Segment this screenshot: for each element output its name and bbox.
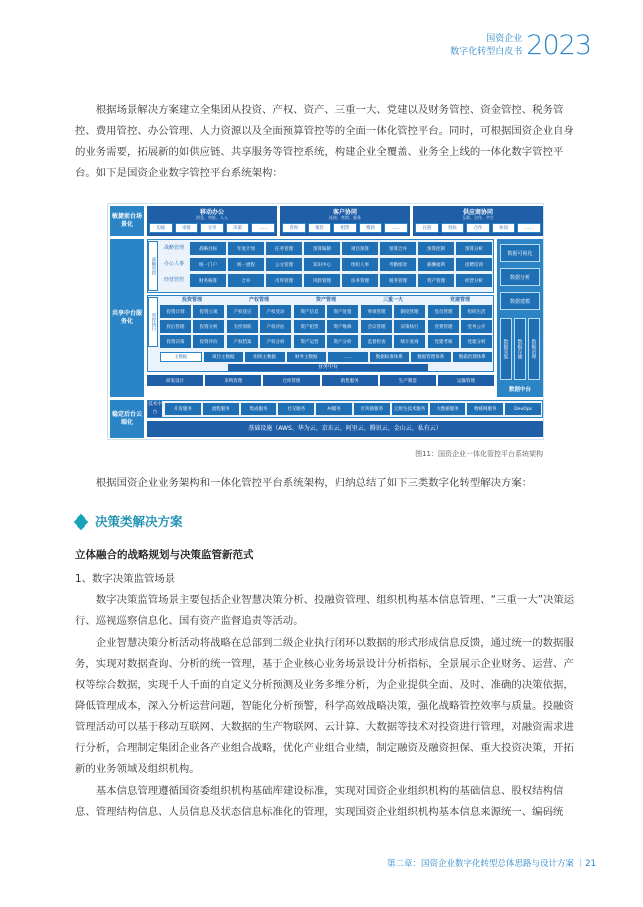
tech-item: AI服务 [316,403,352,415]
header-line2: 数字化转型白皮书 [450,46,523,57]
control-group-grid [294,305,358,350]
business-item: 销售服务 [322,375,378,386]
business-item: 研发设计 [147,375,203,386]
architecture-diagram [107,203,544,440]
strategy-item: 统一门户 [190,258,226,271]
intro-paragraph: 根据场景解决方案建立全集团从投资、产权、资产、三重一大、党建以及财务管控、资金管控、税务管控、费用管控、办公管理、人力资源以及全面预算管控等的全面一体化管控平台。同时，可根据国资企业自身的业务需要，拓展新的如供应链、共享服务等管控系统，构建企业全覆盖、业务全上线的一体化数字管控平台。如下是国资企业数字管控平台系统架构： [75,104,574,179]
strategy-item: 预算分析 [456,242,492,255]
front-group-item: 合作 [466,223,490,233]
front-group-items [282,223,408,233]
side-label-front: 敏捷前台场景化 [110,206,144,236]
front-group-item: …… [517,223,541,233]
master-data-item: 数据标准体系 [370,352,410,362]
master-data-item: 组织主数据 [245,352,285,362]
strategy-item: 预算合并 [380,242,416,255]
control-group-grid [361,305,425,350]
front-group-item: 咨询 [282,223,306,233]
front-group-item: …… [384,223,408,233]
front-group-title: 移动办公 [199,209,224,216]
scenario-paragraph: 数字决策监管场景主要包括企业智慧决策分析、投融资管理、组织机构基本信息管理、“三重一大”决策运行、巡视巡察信息化、国有资产监督追责等活动。 [75,594,575,627]
front-group-item: 决策 [226,223,250,233]
front-group-item: 推荐 [308,223,332,233]
header-title [450,33,522,59]
data-middle-label: 数据中台 [508,387,531,393]
front-group-item: 投标 [441,223,465,233]
strategy-item: 项目预算 [342,242,378,255]
data-middle-item: 数据分析 [500,268,540,286]
subheading: 立体融合的战略规划与决策监管新范式 [75,549,254,561]
business-item: 运输管理 [438,375,494,386]
business-item: 生产制造 [380,375,436,386]
tech-item: 大数据服务 [430,403,466,415]
control-group-title: 资产管理 [315,297,336,303]
strategy-row-name: 战略管理 [163,245,184,251]
control-label: 管控执行 [148,297,158,347]
master-data-item: 数据治理体系 [453,352,493,362]
section-heading [75,512,183,530]
strategy-row-name: 办公人事 [163,261,184,267]
tech-item: 社交服务 [278,403,314,415]
strategy-row-items [190,242,492,255]
strategy-item: 招聘培训 [456,258,492,271]
control-item: 制度管理 [394,305,425,318]
business-item: 采购管理 [205,375,261,386]
tech-item: 云原生技术服务 [392,403,428,415]
control-item: 党建考核 [428,335,459,348]
basic-info-paragraph: 基本信息管理遵循国资委组织机构基础库建设标准，实现对国资企业组织机构的基础信息、股权结构信息、管理结构信息、人员信息及状态信息标准化的管理，实现国资企业组织机构基本信息来源统一、编码统 [75,785,564,818]
strategy-item: 知识中心 [304,258,340,271]
front-group-subtitle: 连接、营销、服务 [329,215,361,220]
strategy-label: 战略管控 [148,241,158,291]
control-group-grid [227,305,291,350]
section-title: 决策类解决方案 [95,514,183,529]
control-item: 资产租赁 [294,320,325,333]
tech-item: 物联网服务 [467,403,503,415]
tech-item: DevOps [505,403,541,415]
strategy-item: 考勤绩效 [380,258,416,271]
diamond-cluster-icon [75,515,87,527]
strategy-item: 预算编制 [304,242,340,255]
business-row [147,375,494,386]
front-group-item: 缴款 [359,223,383,233]
figure-caption: 图11：国资企业一体化管控平台系统架构 [415,450,543,458]
strategy-item: 战略目标 [190,242,226,255]
control-item: 投资立项 [193,305,224,318]
strategy-row-items [190,274,492,287]
header-year: 2023 [526,30,591,61]
front-group-item: 协同 [492,223,516,233]
control-item: 无偿划转 [227,320,258,333]
control-group-title: 党建管理 [449,297,470,303]
strategy-item: 风险管理 [304,274,340,287]
master-data-item: 项目主数据 [204,352,244,362]
data-middle-vertical-item: 数据采集 [500,318,512,380]
control-group-title: 产权管理 [248,297,269,303]
control-item: 决策执行 [394,320,425,333]
strategy-item: 薪酬福利 [418,258,454,271]
front-group-items [149,223,275,233]
control-item: 资产维修 [327,320,358,333]
front-group-item: 租赁 [333,223,357,233]
master-data-row [160,352,492,362]
control-item: 组织生活 [461,305,492,318]
control-item: 产权档案 [227,335,258,348]
control-item: 投资计划 [160,305,191,318]
front-group-item: 沟通 [149,223,173,233]
strategy-item: 组织人事 [342,258,378,271]
decision-analysis-paragraph: 企业智慧决策分析活动将战略在总部到二级企业执行闭环以数据的形式形成信息反馈，通过统一的数据服务，实现对数据查询、分析的统一管理，基于企业核心业务场景设计分析指标，全景展示企业财务、运营、产权等综合数据，实现千人千面的自定义分析预测及业务多维分析，为企业提供全面、及时、准确的决策依据，降低管理成本，深入分析运营问题，智能化分析预警，科学高效战略决策，强化战略管控效率与质量。投融资管理活动可以基于移动互联网、大数据的生产物联网、云计算、大数据等技术对投资进行管理，对融资需求进行分析，合理制定集团企业各产业组合战略，优化产业组合业绩，制定融资及融资担保、重大投资决策，开拓新的业务领域及组织机构。 [75,637,574,775]
control-item: 事项管理 [361,305,392,318]
strategy-item: 统一流程 [228,258,264,271]
infrastructure-bar: 基础设施（AWS、华为云、京东云、阿里云、腾讯云、金山云、私有云） [147,421,543,437]
control-group-title: 三重一大 [382,297,403,303]
side-label-cloud: 稳定后台云端化 [110,400,144,438]
control-item: 产权登记 [227,305,258,318]
control-item: 资产分析 [327,335,358,348]
front-group-item: …… [251,223,275,233]
control-item: 投资分析 [193,320,224,333]
data-middle-item: 数据建模 [500,292,540,310]
control-item: 投资评价 [193,335,224,348]
tech-row [165,403,541,415]
strategy-row-name: 经营管控 [163,277,184,283]
control-item: 产权评估 [260,320,291,333]
business-middle-label: 业务中台 [228,364,428,371]
control-group-grid [428,305,492,350]
front-group-title: 供应商协同 [462,209,493,216]
control-item: 产权分析 [260,335,291,348]
data-middle-vertical-item: 数据存储 [514,318,526,380]
tech-item: 流程服务 [203,403,239,415]
front-group-title: 客户协同 [332,209,357,216]
control-item: 会议管理 [361,320,392,333]
control-item: 党务公开 [461,320,492,333]
front-group-item: 审批 [175,223,199,233]
side-label-shared: 共享中台服务化 [110,239,144,397]
page-footer: 第二章：国资企业数字化转型总体思路与设计方案 ｜21 [386,859,596,869]
front-group-items [415,223,541,233]
strategy-item: 公文管理 [266,258,302,271]
strategy-item: 法务管理 [342,274,378,287]
front-group-subtitle: 消息、审批、人人 [196,215,228,220]
summary-paragraph: 根据国资企业业务架构和一体化管控平台系统架构，归纳总结了如下三类数字化转型解决方案： [95,477,533,489]
strategy-item: 任务管理 [266,242,302,255]
control-item: 资产运营 [294,335,325,348]
list-item-heading: 1、数字决策监管场景 [75,573,176,585]
control-item: 党员管理 [428,305,459,318]
page-header [450,30,591,61]
control-item: 党建分析 [461,335,492,348]
strategy-item: 财务核算 [190,274,226,287]
strategy-item: 合并 [228,274,264,287]
control-group-title: 投资管理 [181,297,202,303]
master-data-item: …… [328,352,368,362]
master-data-item: 数据管理体系 [411,352,451,362]
master-data-item: 主数据 [160,352,202,362]
control-item: 统计查询 [394,335,425,348]
strategy-item: 年度计划 [228,242,264,255]
strategy-item: 预算控制 [418,242,454,255]
data-middle-vertical-item: 数据治理 [528,318,540,380]
tech-item: 集成服务 [241,403,277,415]
tech-item: 区块链服务 [354,403,390,415]
front-group-subtitle: 互联、合作、共生 [462,215,494,220]
strategy-item: 资产管理 [418,274,454,287]
header-line1: 国资企业 [486,33,523,44]
control-item: 资产处置 [327,305,358,318]
control-item: 监督检查 [361,335,392,348]
tech-label: 技术中台 [148,402,162,415]
master-data-item: 财务主数据 [287,352,327,362]
business-item: 仓库管理 [263,375,319,386]
tech-item: 开发服务 [165,403,201,415]
control-item: 资产信息 [294,305,325,318]
control-item: 产权变动 [260,305,291,318]
control-item: 投资决策 [160,335,191,348]
data-middle-item: 数据可视化 [500,244,540,262]
strategy-item: 司库管理 [266,274,302,287]
front-group-item: 注册 [415,223,439,233]
front-group-item: 分享 [200,223,224,233]
strategy-item: 税务管理 [380,274,416,287]
control-item: 投后管理 [160,320,191,333]
strategy-row-items [190,258,492,271]
strategy-item: 经营分析 [456,274,492,287]
control-group-grid [160,305,224,350]
control-item: 党费管理 [428,320,459,333]
